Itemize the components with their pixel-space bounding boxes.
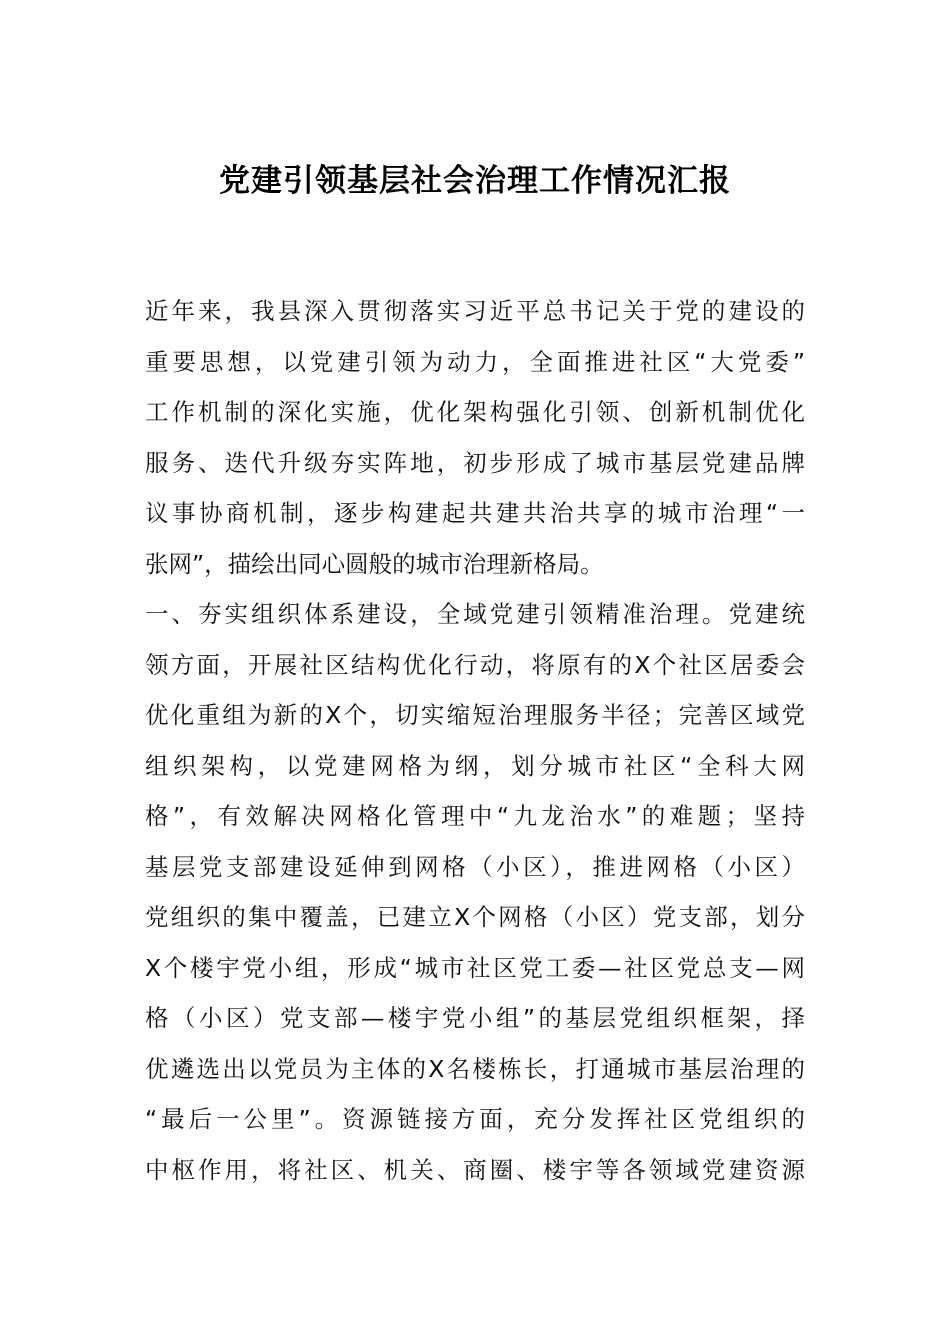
document-title: 党建引领基层社会治理工作情况汇报 — [219, 163, 731, 199]
body-line: 党组织的集中覆盖，已建立X个网格（小区）党支部，划分 — [145, 903, 805, 931]
body-line: 重要思想，以党建引领为动力，全面推进社区“大党委” — [145, 347, 805, 376]
body-line: 基层党支部建设延伸到网格（小区），推进网格（小区） — [145, 852, 805, 881]
body-line: 组织架构，以党建网格为纲，划分城市社区“全科大网 — [145, 751, 805, 780]
body-line: 张网”，描绘出同心圆般的城市治理新格局。 — [145, 549, 604, 578]
body-line: 近年来，我县深入贯彻落实习近平总书记关于党的建设的 — [145, 297, 805, 325]
body-line: 工作机制的深化实施，优化架构强化引领、创新机制优化 — [145, 398, 805, 426]
body-line: X个楼宇党小组，形成“城市社区党工委—社区党总支—网 — [145, 953, 805, 982]
document-body — [145, 286, 805, 1195]
body-line: 议事协商机制，逐步构建起共建共治共享的城市治理“一 — [145, 499, 805, 527]
body-line: 服务、迭代升级夯实阵地，初步形成了城市基层党建品牌 — [145, 448, 805, 477]
body-line: 格”，有效解决网格化管理中“九龙治水”的难题；坚持 — [145, 802, 805, 830]
body-line: 格（小区）党支部—楼宇党小组”的基层党组织框架，择 — [145, 1004, 805, 1032]
body-line: 优化重组为新的X个，切实缩短治理服务半径；完善区域党 — [145, 701, 805, 729]
body-line: 一、夯实组织体系建设，全域党建引领精准治理。党建统 — [145, 600, 805, 628]
body-line: 中枢作用，将社区、机关、商圈、楼宇等各领域党建资源 — [145, 1155, 805, 1184]
body-line: “最后一公里”。资源链接方面，充分发挥社区党组织的 — [145, 1105, 805, 1133]
body-line: 领方面，开展社区结构优化行动，将原有的X个社区居委会 — [145, 650, 805, 679]
body-line: 优遴选出以党员为主体的X名楼栋长，打通城市基层治理的 — [145, 1054, 805, 1083]
